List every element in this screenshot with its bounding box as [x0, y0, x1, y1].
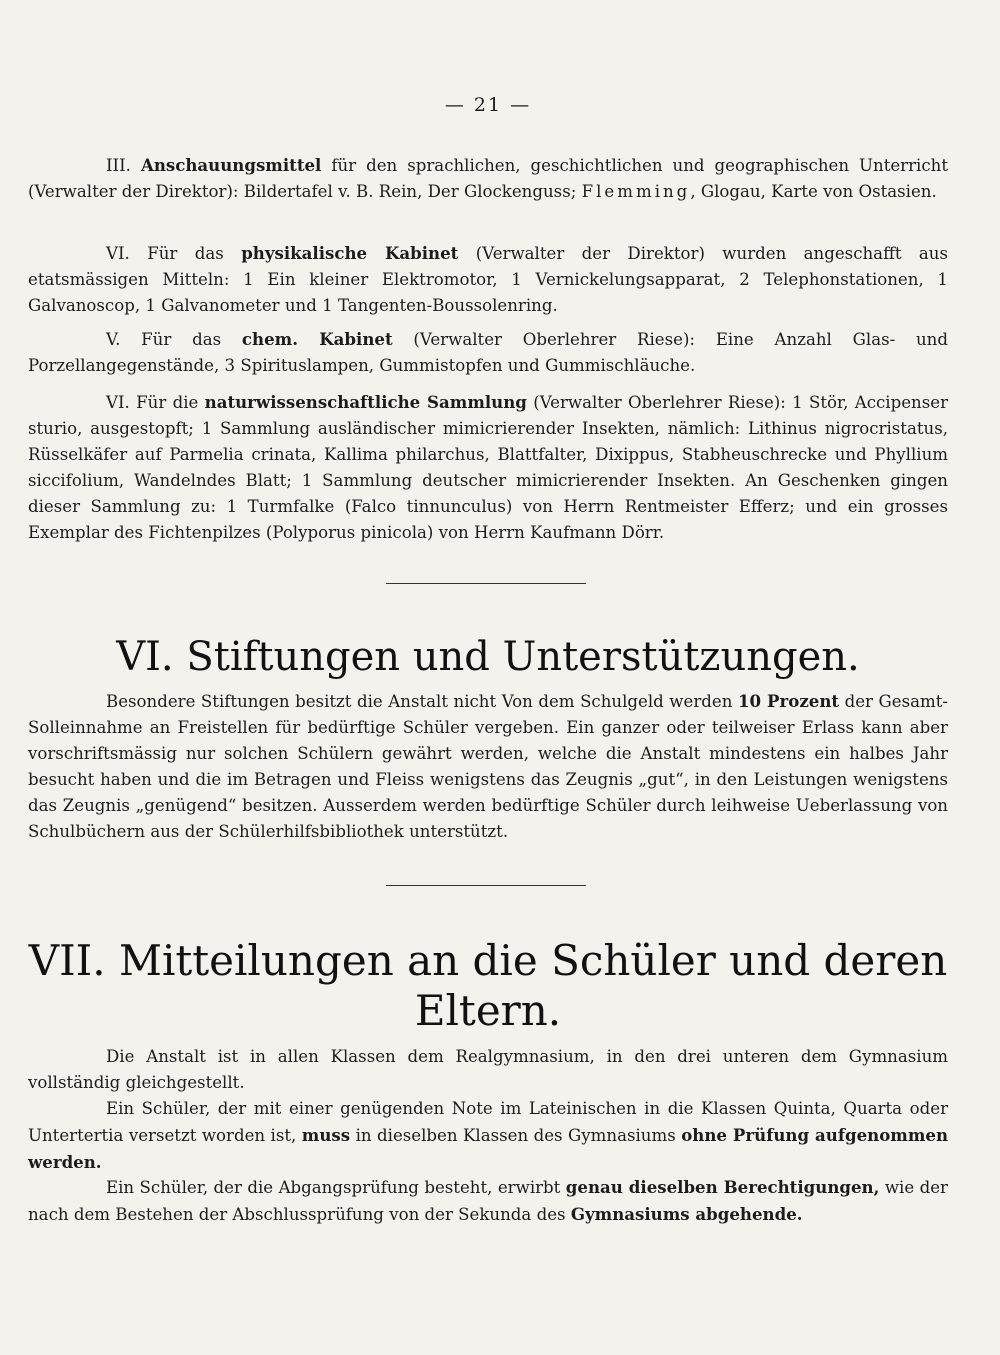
item-title: naturwissenschaftliche Sammlung [204, 392, 527, 412]
item-text-start: Für das [147, 244, 242, 263]
item-title: chem. Kabinet [241, 329, 393, 349]
chapter-heading-stiftungen: VI. Stiftungen und Unterstützungen. [116, 634, 860, 680]
paragraph-emphasis: muss [301, 1125, 351, 1145]
item-text-start: Für die [136, 393, 205, 412]
item-text: (Verwalter Oberlehrer Riese): Eine Anzahl Glas- und Porzellangegenstände, 3 Spirituslampen, Gummistopfen und Gummischläuche. [28, 330, 948, 375]
paragraph-text-end: der Gesamt-Solleinnahme an Freistellen für bedürftige Schüler vergeben. Ein ganzer oder teilweiser Erlass kann aber vorschriftsmässig nur solchen Schülern gewährt werden, welche die Anstalt mindestens ein halbes Jahr besucht haben und die im Betragen und Fleiss wenigstens das Zeugnis „gut“, in den Leistungen wenigstens das Zeugnis „genügend“ besitzen. Ausserdem werden bedürftige Schüler durch leihweise Ueberlassung von Schulbüchern aus der Schülerhilfsbibliothek unterstützt. [28, 692, 948, 841]
list-item-anschauungsmittel [28, 152, 948, 205]
paragraph-stiftungen [28, 688, 948, 845]
item-title: physikalische Kabinet [241, 243, 459, 263]
item-title: Anschauungsmittel [140, 155, 322, 175]
item-number: III. [106, 156, 131, 175]
item-text: (Verwalter der Direktor) wurden angeschafft aus etatsmässigen Mitteln: 1 Ein kleiner Elektromotor, 1 Vernickelungsapparat, 2 Telephonstationen, 1 Galvanoscop, 1 Galvanometer und 1 Tangenten-Boussolenring. [28, 244, 949, 315]
list-item-naturwissenschaftliche-sammlung [28, 389, 948, 546]
paragraph-emphasis: 10 Prozent [737, 691, 840, 711]
list-item-physikalische-kabinet [28, 240, 948, 319]
paragraph-emphasis-end: Gymnasiums abgehende. [570, 1204, 803, 1224]
item-author: Flemming [581, 182, 691, 201]
document-page [28, 0, 948, 1355]
item-text: für den sprachlichen, geschichtlichen und geographischen Unterricht (Verwalter der Direktor): Bildertafel v. B. Rein, Der Glockenguss; [28, 156, 948, 201]
paragraph-emphasis-end: ohne Prüfung aufgenommen werden. [28, 1125, 949, 1172]
item-number: VI. [106, 244, 130, 263]
item-text: (Verwalter Oberlehrer Riese): 1 Stör, Accipenser sturio, ausgestopft; 1 Sammlung ausländischer mimicrierender Insekten, nämlich: Lithinus nigrocristatus, Rüsselkäfer auf Parmelia crinata, Kallima philarchus, Blattfalter, Dixippus, Stabheuschrecke und Phyllium siccifolium, Wandelndes Blatt; 1 Sammlung deutscher mimicrierender Insekten. An Geschenken gingen dieser Sammlung zu: 1 Turmfalke (Falco tinnunculus) von Herrn Rentmeister Efferz; und ein grosses Exemplar des Fichtenpilzes (Polyporus pinicola) von Herrn Kaufmann Dörr. [28, 393, 948, 542]
chapter-heading-mitteilungen [28, 936, 948, 1036]
paragraph-berechtigungen [28, 1174, 948, 1228]
list-item-chem-kabinet [28, 326, 948, 379]
paragraph-text: Ein Schüler, der die Abgangsprüfung besteht, erwirbt [106, 1178, 566, 1197]
paragraph-text-mid: wie der nach dem Bestehen der Abschlussprüfung von der Sekunda des [28, 1178, 948, 1224]
item-text-start: Für das [141, 330, 242, 349]
paragraph-gleichgestellt: Die Anstalt ist in allen Klassen dem Realgymnasium, in den drei unteren dem Gymnasium vollständig gleichgestellt. [28, 1047, 948, 1092]
section-divider [386, 583, 586, 584]
paragraph-text: Besondere Stiftungen besitzt die Anstalt nicht Von dem Schulgeld werden [106, 692, 738, 711]
item-text-end: , Glogau, Karte von Ostasien. [690, 182, 937, 201]
item-number: VI. [106, 393, 130, 412]
paragraph-emphasis: genau dieselben Berechtigungen, [565, 1177, 880, 1197]
heading-line-2: Eltern. [414, 986, 562, 1035]
section-divider [386, 885, 586, 886]
page-number: — 21 — [444, 94, 532, 116]
heading-line-1: VII. Mitteilungen an die Schüler und deren [28, 936, 948, 985]
paragraph-text-mid: in dieselben Klassen des Gymnasiums [350, 1126, 682, 1145]
paragraph-text: Ein Schüler, der mit einer genügenden Note im Lateinischen in die Klassen Quinta, Quarta oder Untertertia versetzt worden ist, [28, 1099, 948, 1145]
paragraph-latein [28, 1096, 948, 1176]
item-number: V. [106, 330, 121, 349]
